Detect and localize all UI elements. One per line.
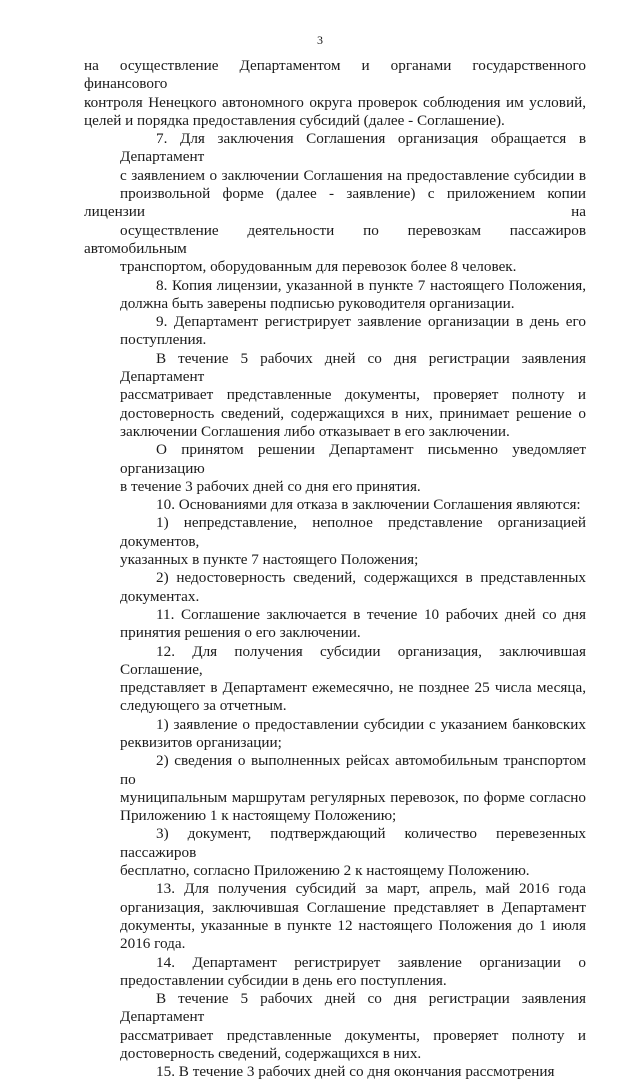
paragraph [84,606,586,643]
paragraph-line: достоверность сведений, содержащихся в них, принимает решение о [120,404,586,422]
paragraph-line: должна быть заверены подписью руководителя организации. [120,294,515,312]
paragraph-line: 13. Для получения субсидий за март, апрель, май 2016 года [156,880,586,898]
paragraph [84,350,586,441]
paragraph [84,825,586,880]
paragraph-line: заключении Соглашения либо отказывает в его заключении. [120,422,510,440]
paragraph-line: документы, указанные в пункте 12 настоящего Положения до 1 июля [120,916,586,934]
paragraph-line: муниципальным маршрутам регулярных перевозок, по форме согласно [120,788,586,806]
document-body [84,57,586,1082]
paragraph [84,990,586,1063]
paragraph [84,1063,586,1081]
paragraph-line: рассматривает представленные документы, проверяет полноту и [120,1026,586,1044]
paragraph-line: бесплатно, согласно Приложению 2 к настоящему Положению. [120,862,530,880]
paragraph-line: 14. Департамент регистрирует заявление организации о [156,953,586,971]
paragraph-line: указанных в пункте 7 настоящего Положения; [120,551,419,569]
paragraph-line: 1) заявление о предоставлении субсидии с указанием банковских [156,715,586,733]
paragraph [84,514,586,569]
paragraph-line: В течение 5 рабочих дней со дня регистрации заявления Департамент [120,349,586,386]
paragraph-line: представляет в Департамент ежемесячно, не позднее 25 числа месяца, [120,679,586,697]
paragraph [84,130,586,276]
paragraph-line: 10. Основаниями для отказа в заключении Соглашения являются: [156,496,581,514]
paragraph-line: осуществление деятельности по перевозкам пассажиров автомобильным [84,221,586,257]
paragraph-line: В течение 5 рабочих дней со дня регистрации заявления Департамент [120,990,586,1026]
paragraph [84,954,586,991]
paragraph-line: 2016 года. [120,935,186,953]
paragraph-line: реквизитов организации; [120,733,282,751]
paragraph [84,643,586,716]
paragraph [84,569,586,606]
paragraph-line: 1) непредставление, неполное представление организацией документов, [120,514,586,550]
paragraph [84,313,586,350]
paragraph-line: документах. [120,587,200,605]
paragraph-line: поступления. [120,331,207,349]
paragraph-line: 12. Для получения субсидии организация, заключившая Соглашение, [120,642,586,678]
paragraph-line: организация, заключившая Соглашение представляет в Департамент [120,898,586,916]
paragraph-line: рассматривает представленные документы, проверяет полноту и [120,386,586,404]
paragraph-line: 11. Соглашение заключается в течение 10 рабочих дней со дня [156,605,586,623]
paragraph [84,496,586,514]
paragraph-line: на осуществление Департаментом и органами государственного финансового [84,57,586,93]
paragraph-line: предоставлении субсидии в день его поступления. [120,971,447,989]
paragraph-line: О принятом решении Департамент письменно уведомляет организацию [120,441,586,477]
paragraph-line: следующего за отчетным. [120,697,287,715]
paragraph [84,752,586,825]
paragraph-line: целей и порядка предоставления субсидий (далее - Соглашение). [84,111,505,129]
paragraph-line: 7. Для заключения Соглашения организация обращается в Департамент [120,130,586,166]
paragraph-line: достоверность сведений, содержащихся в них. [120,1045,422,1063]
paragraph-line: в течение 3 рабочих дней со дня его принятия. [120,477,421,495]
paragraph-line: принятия решения о его заключении. [120,624,361,642]
paragraph-line: 15. В течение 3 рабочих дней со дня окончания рассмотрения [156,1063,555,1081]
page-number: 3 [317,33,323,47]
paragraph-line: 3) документ, подтверждающий количество перевезенных пассажиров [120,825,586,861]
paragraph-line: транспортом, оборудованным для перевозок более 8 человек. [120,258,517,276]
paragraph-line: 9. Департамент регистрирует заявление организации в день его [156,313,586,331]
paragraph-line: с заявлением о заключении Соглашения на предоставление субсидии в [120,166,586,184]
paragraph [84,441,586,496]
paragraph-line: 2) недостоверность сведений, содержащихся в представленных [156,569,586,587]
paragraph [84,277,586,314]
paragraph [84,57,586,130]
paragraph [84,880,586,953]
paragraph [84,716,586,753]
paragraph-line: 2) сведения о выполненных рейсах автомобильным транспортом по [120,752,586,788]
paragraph-line: произвольной форме (далее - заявление) с приложением копии лицензии на [84,185,586,221]
paragraph-line: 8. Копия лицензии, указанной в пункте 7 настоящего Положения, [156,276,586,294]
paragraph-line: контроля Ненецкого автономного округа проверок соблюдения им условий, [84,93,586,111]
paragraph-line: Приложению 1 к настоящему Положению; [120,807,397,825]
